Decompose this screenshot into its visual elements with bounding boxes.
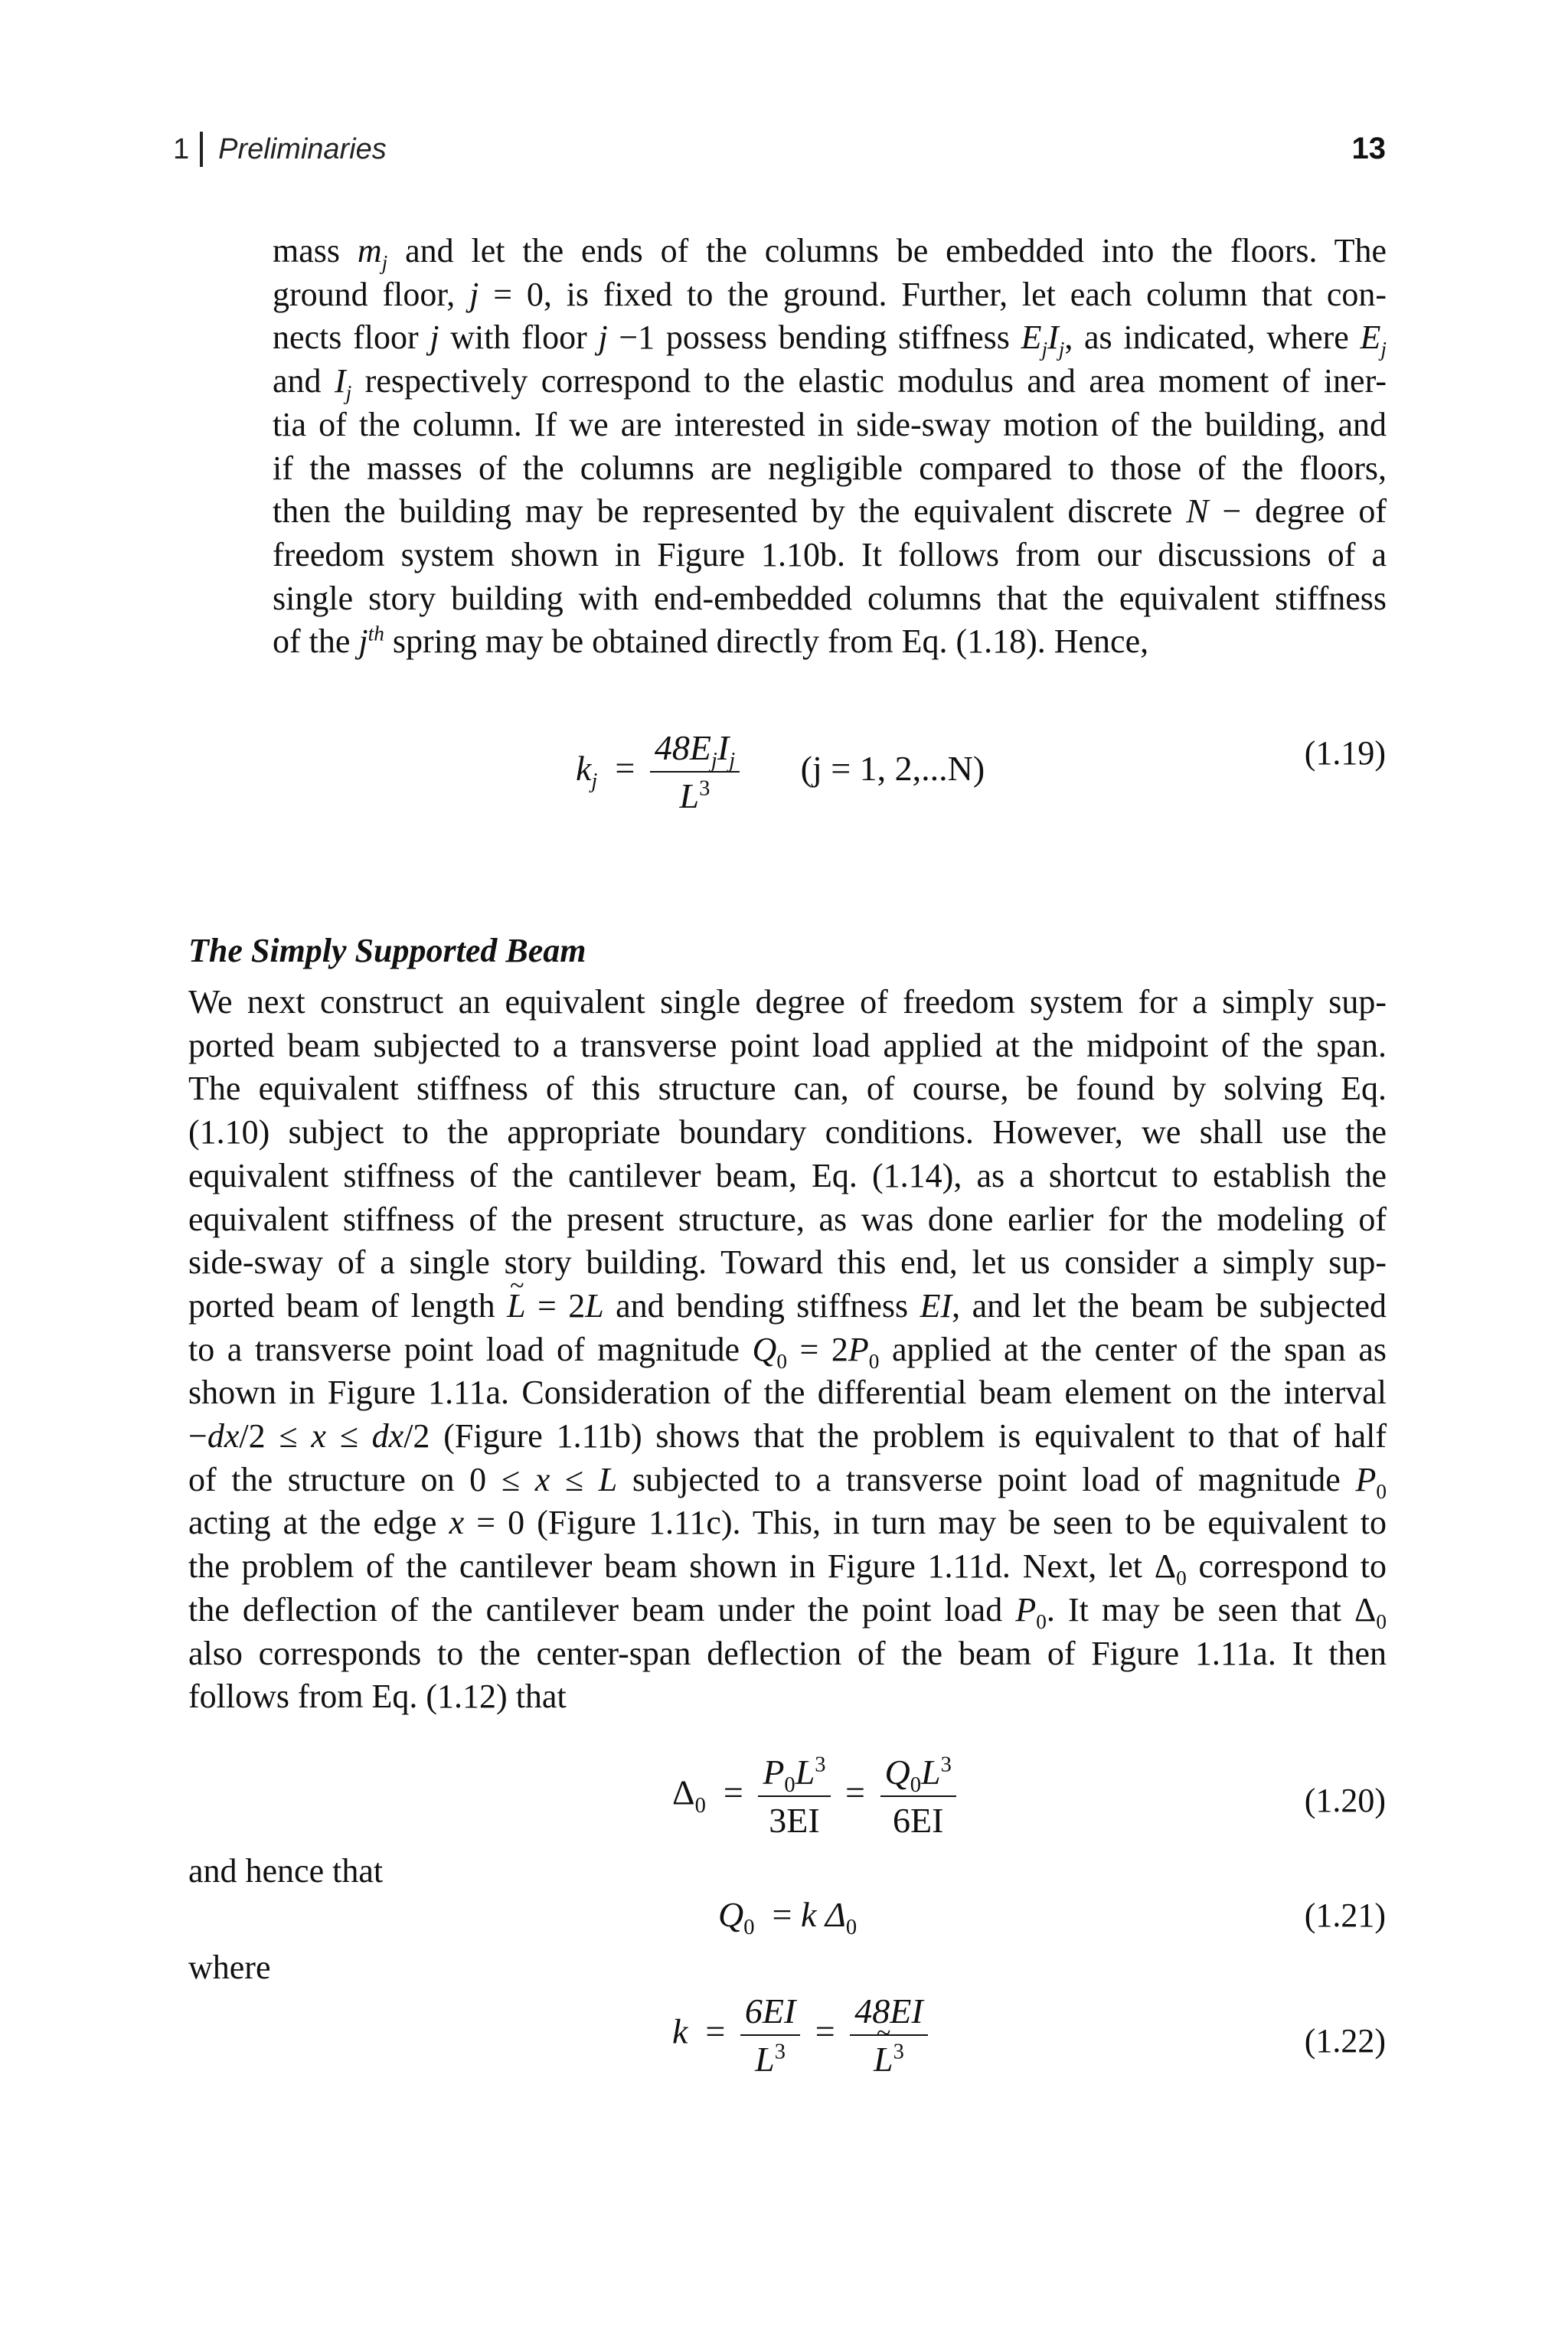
equation-number: (1.20) [1304,1782,1386,1819]
text-where: where [188,1949,271,1986]
equation-number: (1.19) [1304,734,1386,772]
paragraph-intro: mass $m_j$ and let the ends of the columns be embedded into the floors. The ground floor, j = 0, is fixed to the ground. Further, let each column that con- nects floor j with floor j −1 possess bending stiffness $E_jI_j$, as indicated, where $E_j$ and $I_j$ respectively correspond to the elastic modulus and area moment of iner- tia of the column. If we are interested in side-sway motion of the building, and if the masses of the columns are negligible compared to those of the floors, then the building may be represented by the equivalent discrete N − degree of freedom system shown in Figure 1.10b. It follows from our discussions of a single story building with end-embedded columns that the equivalent stiffness of the $j^{th}$ spring may be obtained directly from Eq. (1.18). Hence, [273,232,1387,661]
equation-1-21: $Q_0 = k$ $\Delta_0$ [718,1895,858,1940]
equation-1-22: k = $\frac{6EI}{L^3}$ = 48EI ~ $L^3$ [672,1991,934,2080]
equation-1-19: $k_j$ = $\frac{48E_jI_j}{L^3}$ (j = 1, 2,...N) [576,728,985,815]
fraction: $\frac{Q_0L^3}{6EI}$ [880,1752,956,1841]
fraction: $\frac{48E_jI_j}{L^3}$ [650,727,740,816]
text-and-hence-that: and hence that [188,1852,384,1890]
fraction: $\frac{6EI}{L^3}$ [740,1991,800,2080]
header-divider [200,132,203,167]
chapter-number: 1 [173,132,190,165]
chapter-title: Preliminaries [218,132,387,165]
equation-number: (1.22) [1304,2022,1386,2060]
equation-1-20: $\Delta_0$ = $\frac{P_0L^3}{3EI}$ = $\frac{Q_0L^3}{6EI}$ [672,1752,962,1841]
equation-condition: (j = 1, 2,...N) [800,748,985,788]
paragraph-simply-supported-beam: We next construct an equivalent single degree of freedom system for a simply sup- ported beam subjected to a transverse point load applied at the midpoint of the span. The equivalent stiffness of this structure can, of course, be found by solving Eq. (1.10) subject to the appropriate boundary conditions. However, we shall use the equivalent stiffness of the cantilever beam, Eq. (1.14), as a shortcut to establish the equivalent stiffness of the present structure, as was done earlier for the modeling of side-sway of a single story building. Toward this end, let us consider a simply sup- ported beam of length ~ L = 2L and bending stiffness EI, and let the beam be subjected to a transverse point load of magnitude $Q_0 = 2P_0$ applied at the center of the span as shown in Figure 1.11a. Consideration of the differential beam element on the interval −dx/2 ≤ x ≤ dx/2 (Figure 1.11b) shows that the problem is equivalent to that of half of the structure on 0 ≤ x ≤ L subjected to a transverse point load of magnitude $P_0$ acting at the edge x = 0 (Figure 1.11c). This, in turn may be seen to be equivalent to the problem of the cantilever beam shown in Figure 1.11d. Next, let $\Delta_0$ correspond to the deflection of the cantilever beam under the point load $P_0$. It may be seen that $\Delta_0$ also corresponds to the center-span deflection of the beam of Figure 1.11a. It then follows from Eq. (1.12) that [188,981,1387,1719]
section-heading: The Simply Supported Beam [188,932,586,969]
fraction: $\frac{P_0L^3}{3EI}$ [758,1752,830,1841]
page-number: 13 [1351,132,1386,165]
fraction: 48EI ~ $L^3$ [850,1991,927,2080]
equation-number: (1.21) [1304,1897,1386,1934]
running-header [173,132,387,167]
